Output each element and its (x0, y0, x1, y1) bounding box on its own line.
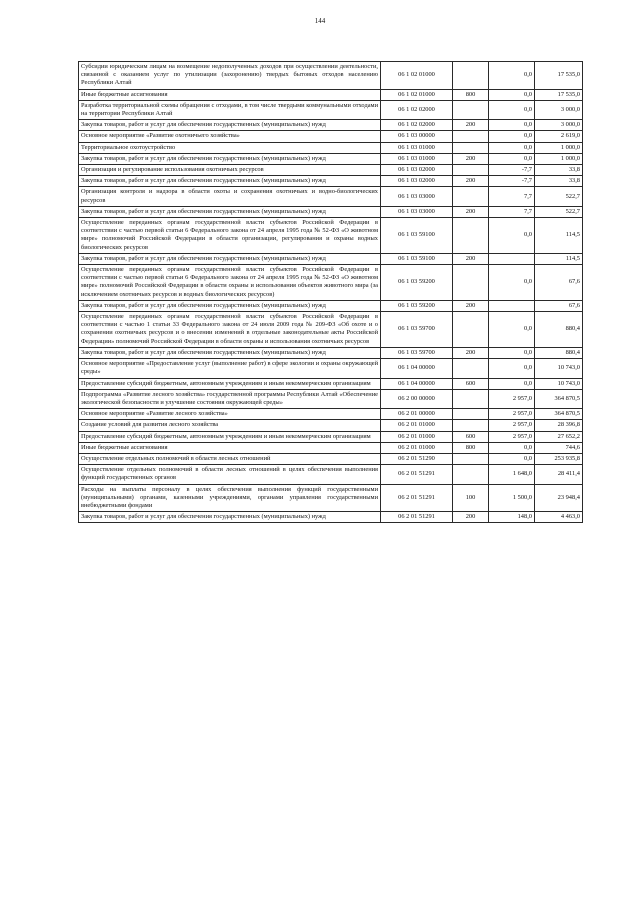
row-name-cell: Осуществление переданных органам государственной власти субъектов Российской Федерации в соответствии с частью 1 статьи 33 Федерального закона от 24 июля 2009 года № 209-ФЗ «Об охоте и о сохранении охотничьих ресурсов и о внесении изменений в отдельные законодательные акты Российской Федерации» полномочий Российской Федерации в области охраны и использования охотничьих ресурсов (79, 312, 381, 348)
row-code-cell: 06 2 01 51291 (381, 465, 453, 484)
row-expense-type-cell: 600 (453, 378, 489, 389)
row-change-amount-cell: 0,0 (489, 347, 535, 358)
row-change-amount-cell: 0,0 (489, 218, 535, 254)
row-change-amount-cell: 1 500,0 (489, 484, 535, 512)
row-code-cell: 06 1 02 01000 (381, 62, 453, 90)
budget-table (78, 61, 583, 523)
row-name-cell: Закупка товаров, работ и услуг для обеспечения государственных (муниципальных) нужд (79, 512, 381, 523)
row-change-amount-cell: 0,0 (489, 120, 535, 131)
row-change-amount-cell: 0,0 (489, 142, 535, 153)
row-change-amount-cell: 7,7 (489, 206, 535, 217)
row-expense-type-cell (453, 389, 489, 408)
row-code-cell: 06 2 01 01000 (381, 442, 453, 453)
row-name-cell: Закупка товаров, работ и услуг для обеспечения государственных (муниципальных) нужд (79, 253, 381, 264)
row-expense-type-cell (453, 409, 489, 420)
row-code-cell: 06 1 02 01000 (381, 89, 453, 100)
row-expense-type-cell (453, 420, 489, 431)
row-expense-type-cell: 100 (453, 484, 489, 512)
row-name-cell: Осуществление отдельных полномочий в области лесных отношений в целях обеспечения выполнения функций государственных органов (79, 465, 381, 484)
row-change-amount-cell: 148,0 (489, 512, 535, 523)
row-change-amount-cell: 0,0 (489, 153, 535, 164)
table-row (79, 165, 583, 176)
row-total-amount-cell: 114,5 (535, 253, 583, 264)
row-change-amount-cell: 0,0 (489, 89, 535, 100)
table-row (79, 442, 583, 453)
table-row (79, 131, 583, 142)
row-total-amount-cell: 364 870,5 (535, 389, 583, 408)
row-code-cell: 06 1 03 03000 (381, 187, 453, 206)
row-expense-type-cell: 200 (453, 300, 489, 311)
row-expense-type-cell (453, 465, 489, 484)
row-change-amount-cell: 0,0 (489, 378, 535, 389)
row-expense-type-cell (453, 312, 489, 348)
row-code-cell: 06 2 01 51291 (381, 512, 453, 523)
row-total-amount-cell: 364 870,5 (535, 409, 583, 420)
row-name-cell: Создание условий для развития лесного хозяйства (79, 420, 381, 431)
row-change-amount-cell: 0,0 (489, 359, 535, 378)
row-change-amount-cell: 2 957,0 (489, 420, 535, 431)
row-total-amount-cell: 23 948,4 (535, 484, 583, 512)
row-total-amount-cell: 1 000,0 (535, 153, 583, 164)
row-total-amount-cell: 880,4 (535, 347, 583, 358)
row-change-amount-cell: -7,7 (489, 176, 535, 187)
row-expense-type-cell (453, 453, 489, 464)
row-total-amount-cell: 522,7 (535, 206, 583, 217)
row-expense-type-cell: 200 (453, 512, 489, 523)
table-row (79, 142, 583, 153)
row-total-amount-cell: 67,6 (535, 300, 583, 311)
table-row (79, 89, 583, 100)
row-name-cell: Предоставление субсидий бюджетным, автономным учреждениям и иным некоммерческим организациям (79, 431, 381, 442)
row-change-amount-cell: 2 957,0 (489, 409, 535, 420)
row-change-amount-cell: -7,7 (489, 165, 535, 176)
row-total-amount-cell: 28 411,4 (535, 465, 583, 484)
table-row (79, 378, 583, 389)
row-change-amount-cell: 0,0 (489, 62, 535, 90)
row-expense-type-cell: 200 (453, 253, 489, 264)
table-row (79, 176, 583, 187)
row-name-cell: Закупка товаров, работ и услуг для обеспечения государственных (муниципальных) нужд (79, 120, 381, 131)
row-code-cell: 06 1 03 02000 (381, 176, 453, 187)
row-change-amount-cell (489, 253, 535, 264)
row-name-cell: Закупка товаров, работ и услуг для обеспечения государственных (муниципальных) нужд (79, 153, 381, 164)
row-name-cell: Закупка товаров, работ и услуг для обеспечения государственных (муниципальных) нужд (79, 300, 381, 311)
row-name-cell: Иные бюджетные ассигнования (79, 89, 381, 100)
row-total-amount-cell: 2 619,0 (535, 131, 583, 142)
row-total-amount-cell: 744,6 (535, 442, 583, 453)
row-code-cell: 06 1 03 59700 (381, 312, 453, 348)
row-total-amount-cell: 28 396,8 (535, 420, 583, 431)
row-total-amount-cell: 3 000,0 (535, 100, 583, 119)
table-row (79, 389, 583, 408)
row-expense-type-cell (453, 165, 489, 176)
table-row (79, 359, 583, 378)
row-change-amount-cell: 7,7 (489, 187, 535, 206)
row-name-cell: Осуществление переданных органам государственной власти субъектов Российской Федерации в соответствии с частью первой статьи 6 Федерального закона от 24 апреля 1995 года № 52-ФЗ «О животном мире» полномочий Российской Федерации в области охраны и использования объектов животного мира (за исключением охотничьих ресурсов и водных биологических ресурсов) (79, 265, 381, 301)
row-name-cell: Закупка товаров, работ и услуг для обеспечения государственных (муниципальных) нужд (79, 206, 381, 217)
row-total-amount-cell: 880,4 (535, 312, 583, 348)
row-expense-type-cell (453, 142, 489, 153)
row-expense-type-cell (453, 265, 489, 301)
row-name-cell: Организация контроля и надзора в области охоты и сохранения охотничьих и водно-биологических ресурсов (79, 187, 381, 206)
row-expense-type-cell: 600 (453, 431, 489, 442)
row-change-amount-cell: 1 648,0 (489, 465, 535, 484)
row-name-cell: Основное мероприятие «Развитие охотничьего хозяйства» (79, 131, 381, 142)
table-row (79, 100, 583, 119)
row-code-cell: 06 1 04 00000 (381, 359, 453, 378)
row-total-amount-cell: 17 535,0 (535, 62, 583, 90)
table-row (79, 465, 583, 484)
row-expense-type-cell: 200 (453, 120, 489, 131)
row-expense-type-cell (453, 62, 489, 90)
row-change-amount-cell: 0,0 (489, 453, 535, 464)
row-name-cell: Подпрограмма «Развитие лесного хозяйства» государственной программы Республики Алтай «Обеспечение экологической безопасности и улучшение состояния окружающей среды» (79, 389, 381, 408)
row-total-amount-cell: 33,8 (535, 165, 583, 176)
row-change-amount-cell (489, 300, 535, 311)
row-total-amount-cell: 4 463,0 (535, 512, 583, 523)
row-change-amount-cell: 0,0 (489, 131, 535, 142)
table-row (79, 420, 583, 431)
table-row (79, 62, 583, 90)
row-total-amount-cell: 114,5 (535, 218, 583, 254)
table-row (79, 253, 583, 264)
row-name-cell: Разработка территориальной схемы обращения с отходами, в том числе твердыми коммунальными отходами на территории Республики Алтай (79, 100, 381, 119)
row-name-cell: Закупка товаров, работ и услуг для обеспечения государственных (муниципальных) нужд (79, 347, 381, 358)
table-row (79, 312, 583, 348)
row-code-cell: 06 1 03 00000 (381, 131, 453, 142)
table-row (79, 153, 583, 164)
row-expense-type-cell (453, 359, 489, 378)
row-expense-type-cell: 200 (453, 206, 489, 217)
row-code-cell: 06 1 03 59100 (381, 218, 453, 254)
row-code-cell: 06 1 03 59100 (381, 253, 453, 264)
row-expense-type-cell: 200 (453, 347, 489, 358)
row-total-amount-cell: 17 535,0 (535, 89, 583, 100)
table-row (79, 120, 583, 131)
row-change-amount-cell: 0,0 (489, 100, 535, 119)
row-change-amount-cell: 2 957,0 (489, 431, 535, 442)
row-code-cell: 06 1 03 59200 (381, 265, 453, 301)
table-row (79, 300, 583, 311)
row-code-cell: 06 2 01 51290 (381, 453, 453, 464)
row-name-cell: Осуществление отдельных полномочий в области лесных отношений (79, 453, 381, 464)
table-row (79, 187, 583, 206)
row-code-cell: 06 2 01 00000 (381, 409, 453, 420)
row-expense-type-cell (453, 218, 489, 254)
row-change-amount-cell: 2 957,0 (489, 389, 535, 408)
row-name-cell: Основное мероприятие «Развитие лесного хозяйства» (79, 409, 381, 420)
row-code-cell: 06 1 03 01000 (381, 142, 453, 153)
row-code-cell: 06 1 03 59700 (381, 347, 453, 358)
table-row (79, 206, 583, 217)
row-code-cell: 06 1 03 02000 (381, 165, 453, 176)
row-expense-type-cell: 200 (453, 176, 489, 187)
row-total-amount-cell: 3 000,0 (535, 120, 583, 131)
row-expense-type-cell (453, 187, 489, 206)
row-code-cell: 06 1 03 01000 (381, 153, 453, 164)
row-total-amount-cell: 10 743,0 (535, 378, 583, 389)
table-row (79, 347, 583, 358)
row-code-cell: 06 1 02 02000 (381, 120, 453, 131)
page-number: 144 (314, 17, 326, 25)
table-row (79, 265, 583, 301)
row-code-cell: 06 1 02 02000 (381, 100, 453, 119)
table-row (79, 218, 583, 254)
row-total-amount-cell: 522,7 (535, 187, 583, 206)
row-total-amount-cell: 1 000,0 (535, 142, 583, 153)
row-name-cell: Осуществление переданных органам государственной власти субъектов Российской Федерации в соответствии с частью первой статьи 6 Федерального закона от 24 апреля 1995 года № 52-ФЗ «О животном мире» полномочий Российской Федерации в области организации, регулирования и охраны водных биологических ресурсов (79, 218, 381, 254)
row-total-amount-cell: 10 743,0 (535, 359, 583, 378)
row-expense-type-cell: 800 (453, 89, 489, 100)
table-row (79, 512, 583, 523)
row-expense-type-cell (453, 131, 489, 142)
row-code-cell: 06 1 03 59200 (381, 300, 453, 311)
row-code-cell: 06 2 01 01000 (381, 431, 453, 442)
row-change-amount-cell: 0,0 (489, 442, 535, 453)
row-code-cell: 06 2 01 01000 (381, 420, 453, 431)
table-row (79, 453, 583, 464)
table-row (79, 409, 583, 420)
table-row (79, 431, 583, 442)
row-name-cell: Территориальное охотоустройство (79, 142, 381, 153)
row-change-amount-cell: 0,0 (489, 312, 535, 348)
row-expense-type-cell: 200 (453, 153, 489, 164)
table-row (79, 484, 583, 512)
row-total-amount-cell: 253 935,8 (535, 453, 583, 464)
row-name-cell: Предоставление субсидий бюджетным, автономным учреждениям и иным некоммерческим организациям (79, 378, 381, 389)
row-total-amount-cell: 33,8 (535, 176, 583, 187)
row-total-amount-cell: 27 652,2 (535, 431, 583, 442)
row-name-cell: Субсидии юридическим лицам на возмещение недополученных доходов при осуществлении деятельности, связанной с оказанием услуг по утилизации (захоронению) твердых бытовых отходов населению Республики Алтай (79, 62, 381, 90)
row-name-cell: Основное мероприятие «Предоставление услуг (выполнение работ) в сфере экологии и охраны окружающей среды» (79, 359, 381, 378)
row-code-cell: 06 2 01 51291 (381, 484, 453, 512)
row-name-cell: Организация и регулирование использования охотничьих ресурсов (79, 165, 381, 176)
row-expense-type-cell: 800 (453, 442, 489, 453)
row-expense-type-cell (453, 100, 489, 119)
row-name-cell: Закупка товаров, работ и услуг для обеспечения государственных (муниципальных) нужд (79, 176, 381, 187)
row-code-cell: 06 2 00 00000 (381, 389, 453, 408)
row-name-cell: Иные бюджетные ассигнования (79, 442, 381, 453)
row-name-cell: Расходы на выплаты персоналу в целях обеспечения выполнения функций государственными (муниципальными) органами, казенными учреждениями, органами управления государственными внебюджетными фондами (79, 484, 381, 512)
row-total-amount-cell: 67,6 (535, 265, 583, 301)
row-code-cell: 06 1 03 03000 (381, 206, 453, 217)
row-code-cell: 06 1 04 00000 (381, 378, 453, 389)
row-change-amount-cell: 0,0 (489, 265, 535, 301)
